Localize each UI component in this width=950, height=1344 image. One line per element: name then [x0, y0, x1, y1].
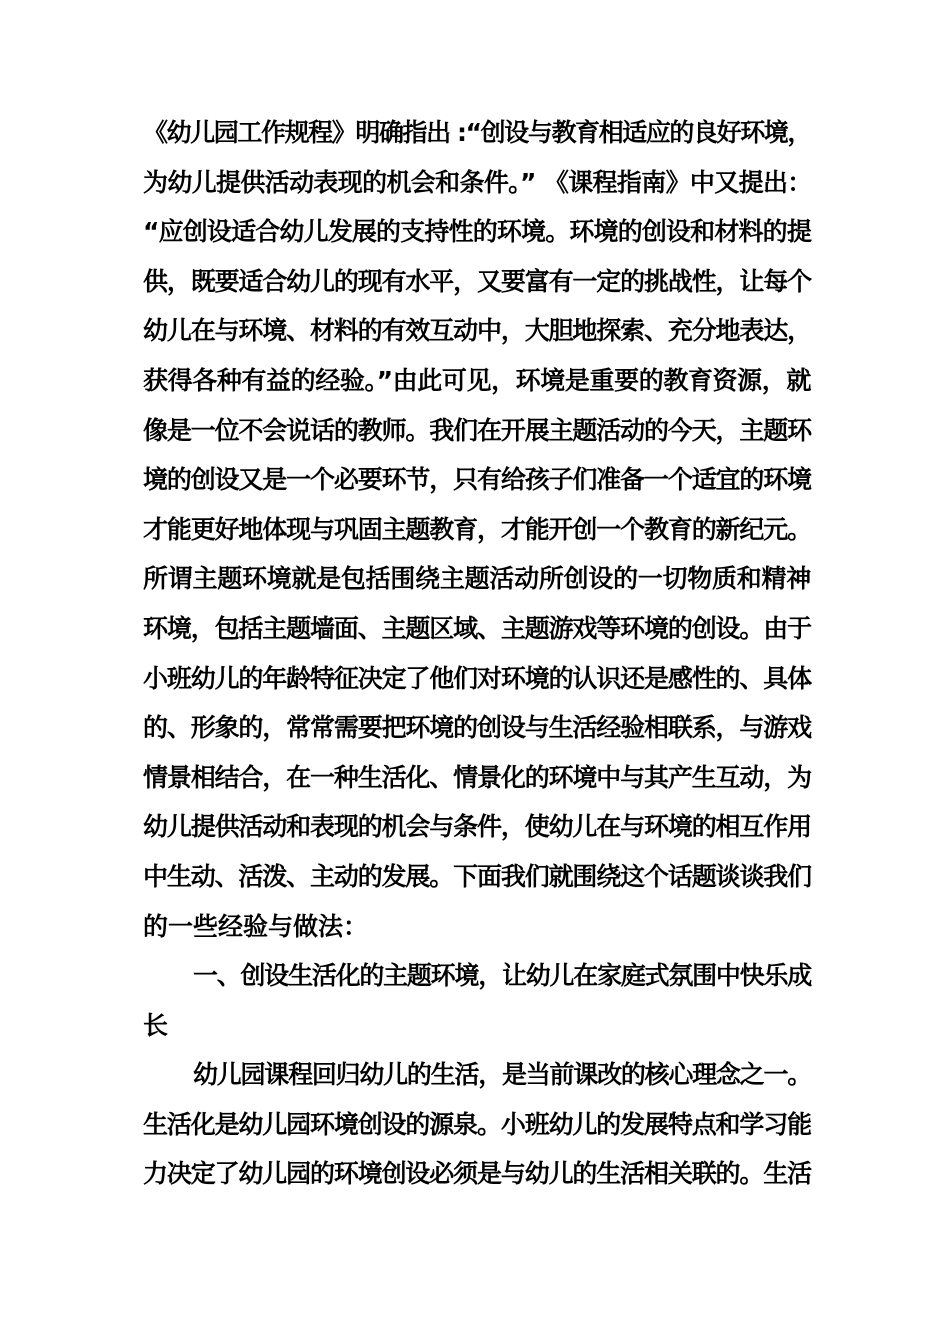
text-line: 情景相结合，在一种生活化、情景化的环境中与其产生互动，为	[143, 762, 811, 792]
text-line: 才能更好地体现与巩固主题教育，才能开创一个教育的新纪元。	[143, 514, 811, 544]
text-line: 力决定了幼儿园的环境创设必须是与幼儿的生活相关联的。生活	[143, 1159, 811, 1189]
section-heading-line: 一、创设生活化的主题环境，让幼儿在家庭式氛围中快乐成	[193, 961, 811, 991]
text-line: 幼儿在与环境、材料的有效互动中，大胆地探索、充分地表达，	[143, 316, 811, 346]
text-line: 境的创设又是一个必要环节，只有给孩子们准备一个适宜的环境	[143, 465, 811, 495]
text-line: 获得各种有益的经验。”由此可见，环境是重要的教育资源，就	[143, 365, 811, 395]
text-line: 供，既要适合幼儿的现有水平，又要富有一定的挑战性，让每个	[143, 266, 811, 296]
text-line: 幼儿园课程回归幼儿的生活，是当前课改的核心理念之一。	[193, 1060, 811, 1090]
text-line: 中生动、活泼、主动的发展。下面我们就围绕这个话题谈谈我们	[143, 861, 811, 891]
text-line: 所谓主题环境就是包括围绕主题活动所创设的一切物质和精神	[143, 564, 811, 594]
text-line: 生活化是幼儿园环境创设的源泉。小班幼儿的发展特点和学习能	[143, 1109, 811, 1139]
text-line: 环境，包括主题墙面、主题区域、主题游戏等环境的创设。由于	[143, 613, 811, 643]
text-line: “应创设适合幼儿发展的支持性的环境。环境的创设和材料的提	[143, 217, 811, 247]
text-line: 小班幼儿的年龄特征决定了他们对环境的认识还是感性的、具体	[143, 663, 811, 693]
text-line: 的、形象的，常常需要把环境的创设与生活经验相联系，与游戏	[143, 713, 811, 743]
text-line: 幼儿提供活动和表现的机会与条件，使幼儿在与环境的相互作用	[143, 812, 811, 842]
section-heading-line: 长	[143, 1010, 169, 1040]
text-line: 像是一位不会说话的教师。我们在开展主题活动的今天，主题环	[143, 415, 811, 445]
text-line: 的一些经验与做法：	[143, 911, 369, 941]
text-line: 《幼儿园工作规程》明确指出 :“创设与教育相适应的良好环境，	[143, 118, 811, 147]
text-line: 为幼儿提供活动表现的机会和条件。” 《课程指南》中又提出：	[143, 167, 812, 197]
body-text	[143, 108, 811, 1199]
